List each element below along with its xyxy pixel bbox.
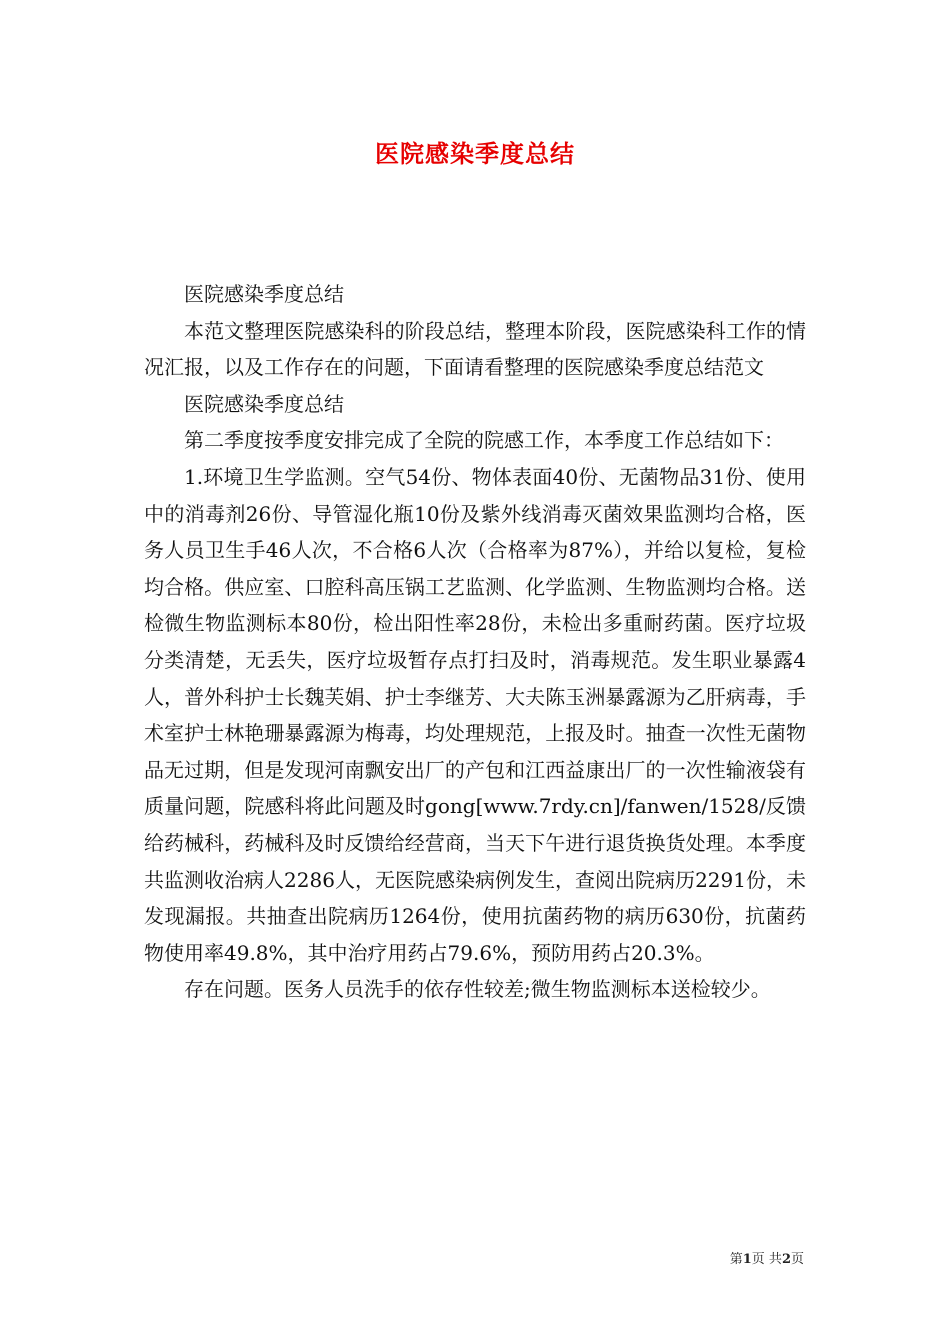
footer-suffix: 页 [790,1252,804,1267]
paragraph-monitoring-details: 1.环境卫生学监测。空气54份、物体表面40份、无菌物品31份、使用中的消毒剂26份、导管湿化瓶10份及紫外线消毒灭菌效果监测均合格，医务人员卫生手46人次，不合格6人次（合格率为87%），并给以复检，复检均合格。供应室、口腔科高压锅工艺监测、化学监测、生物监测均合格。送检微生物监测标本80份，检出阳性率28份，未检出多重耐药菌。医疗垃圾分类清楚，无丢失，医疗垃圾暂存点打扫及时，消毒规范。发生职业暴露4人，普外科护士长魏芙娟、护士李继芳、大夫陈玉洲暴露源为乙肝病毒，手术室护士林艳珊暴露源为梅毒，均处理规范，上报及时。抽查一次性无菌物品无过期，但是发现河南飘安出厂的产包和江西益康出厂的一次性输液袋有质量问题，院感科将此问题及时gong[www.7rdy.cn]/fanwen/1528/反馈给药械科，药械科及时反馈给经营商，当天下午进行退货换货处理。本季度共监测收治病人2286人，无医院感染病例发生，查阅出院病历2291份，未发现漏报。共抽查出院病历1264份，使用抗菌药物的病历630份，抗菌药物使用率49.8%，其中治疗用药占79.6%，预防用药占20.3%。 [144,464,806,965]
paragraph-summary-lead: 第二季度按季度安排完成了全院的院感工作，本季度工作总结如下： [184,428,784,453]
paragraph-existing-problems: 存在问题。医务人员洗手的依存性较差;微生物监测标本送检较少。 [184,977,771,1002]
footer-middle: 页 共 [751,1252,782,1267]
footer-total-pages: 2 [781,1252,791,1267]
paragraph-subtitle-repeat: 医院感染季度总结 [184,391,344,416]
paragraph-intro: 本范文整理医院感染科的阶段总结，整理本阶段，医院感染科工作的情况汇报，以及工作存在的问题，下面请看整理的医院感染季度总结范文 [144,318,806,380]
page-number-footer [730,1248,804,1267]
document-body [144,276,806,1008]
document-title: 医院感染季度总结 [375,139,575,168]
paragraph-subtitle: 医院感染季度总结 [184,282,344,306]
footer-prefix: 第 [729,1252,743,1267]
footer-current-page: 1 [742,1252,752,1267]
